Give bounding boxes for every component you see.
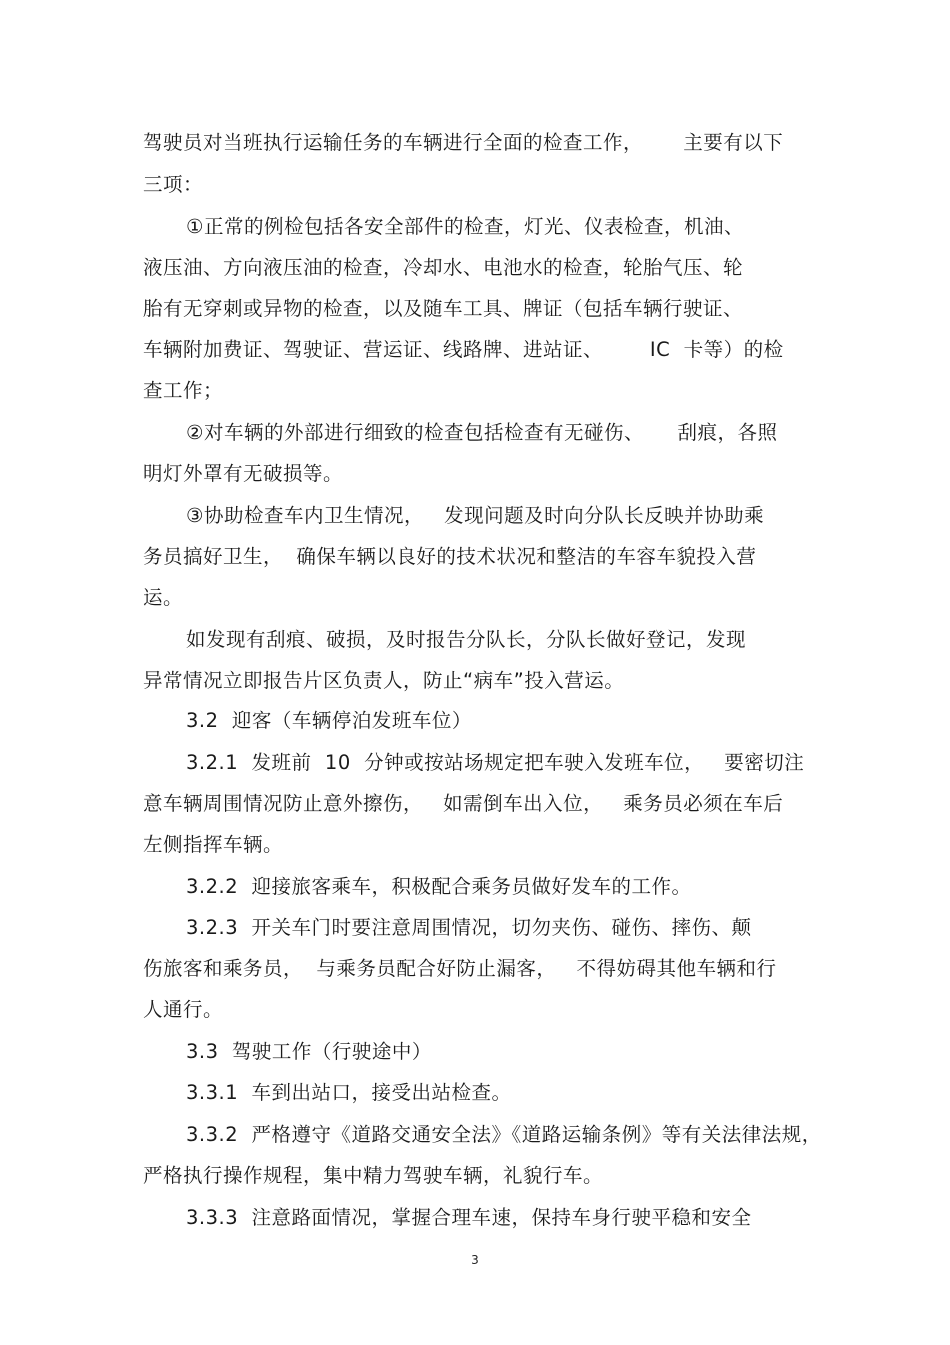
text-line: 3.2.3 开关车门时要注意周围情况，切勿夹伤、碰伤、摔伤、颠 — [186, 916, 752, 939]
text-line: 伤旅客和乘务员， 与乘务员配合好防止漏客， 不得妨碍其他车辆和行 — [143, 957, 777, 980]
text-line: 3.3.2 严格遵守《道路交通安全法》《道路运输条例》等有关法律法规， — [186, 1123, 822, 1146]
text-line: 3.2.2 迎接旅客乘车，积极配合乘务员做好发车的工作。 — [186, 875, 692, 898]
page-number: 3 — [471, 1253, 479, 1267]
text-line: ①正常的例检包括各安全部件的检查，灯光、仪表检查，机油、 — [186, 215, 744, 238]
text-line: 查工作； — [143, 379, 224, 402]
text-line: 驾驶员对当班执行运输任务的车辆进行全面的检查工作， 主要有以下 — [143, 131, 784, 154]
text-line: 3.3.1 车到出站口，接受出站检查。 — [186, 1081, 512, 1104]
text-line: 如发现有刮痕、破损，及时报告分队长，分队长做好登记，发现 — [186, 628, 747, 651]
text-line: 胎有无穿刺或异物的检查，以及随车工具、牌证（包括车辆行驶证、 — [143, 297, 744, 320]
text-line: 车辆附加费证、驾驶证、营运证、线路牌、进站证、 IC 卡等）的检 — [143, 338, 784, 361]
text-line: 液压油、方向液压油的检查，冷却水、电池水的检查，轮胎气压、轮 — [143, 256, 744, 279]
text-line: 三项： — [143, 173, 204, 196]
text-line: 务员搞好卫生， 确保车辆以良好的技术状况和整洁的车容车貌投入营 — [143, 545, 757, 568]
text-line: 异常情况立即报告片区负责人，防止“病车”投入营运。 — [143, 669, 625, 692]
text-line: 3.2.1 发班前 10 分钟或按站场规定把车驶入发班车位， 要密切注 — [186, 751, 805, 774]
text-line: 明灯外罩有无破损等。 — [143, 462, 344, 485]
text-line: 意车辆周围情况防止意外擦伤， 如需倒车出入位， 乘务员必须在车后 — [143, 792, 784, 815]
text-line: 人通行。 — [143, 998, 224, 1021]
section-heading: 3.3 驾驶工作（行驶途中） — [186, 1040, 432, 1063]
text-line: 左侧指挥车辆。 — [143, 833, 284, 856]
text-line: 3.3.3 注意路面情况，掌握合理车速，保持车身行驶平稳和安全 — [186, 1206, 752, 1229]
section-heading: 3.2 迎客（车辆停泊发班车位） — [186, 709, 472, 732]
text-line: ③协助检查车内卫生情况， 发现问题及时向分队长反映并协助乘 — [186, 504, 765, 527]
text-line: ②对车辆的外部进行细致的检查包括检查有无碰伤、 刮痕，各照 — [186, 421, 778, 444]
text-line: 严格执行操作规程，集中精力驾驶车辆，礼貌行车。 — [143, 1164, 604, 1187]
text-line: 运。 — [143, 586, 184, 609]
